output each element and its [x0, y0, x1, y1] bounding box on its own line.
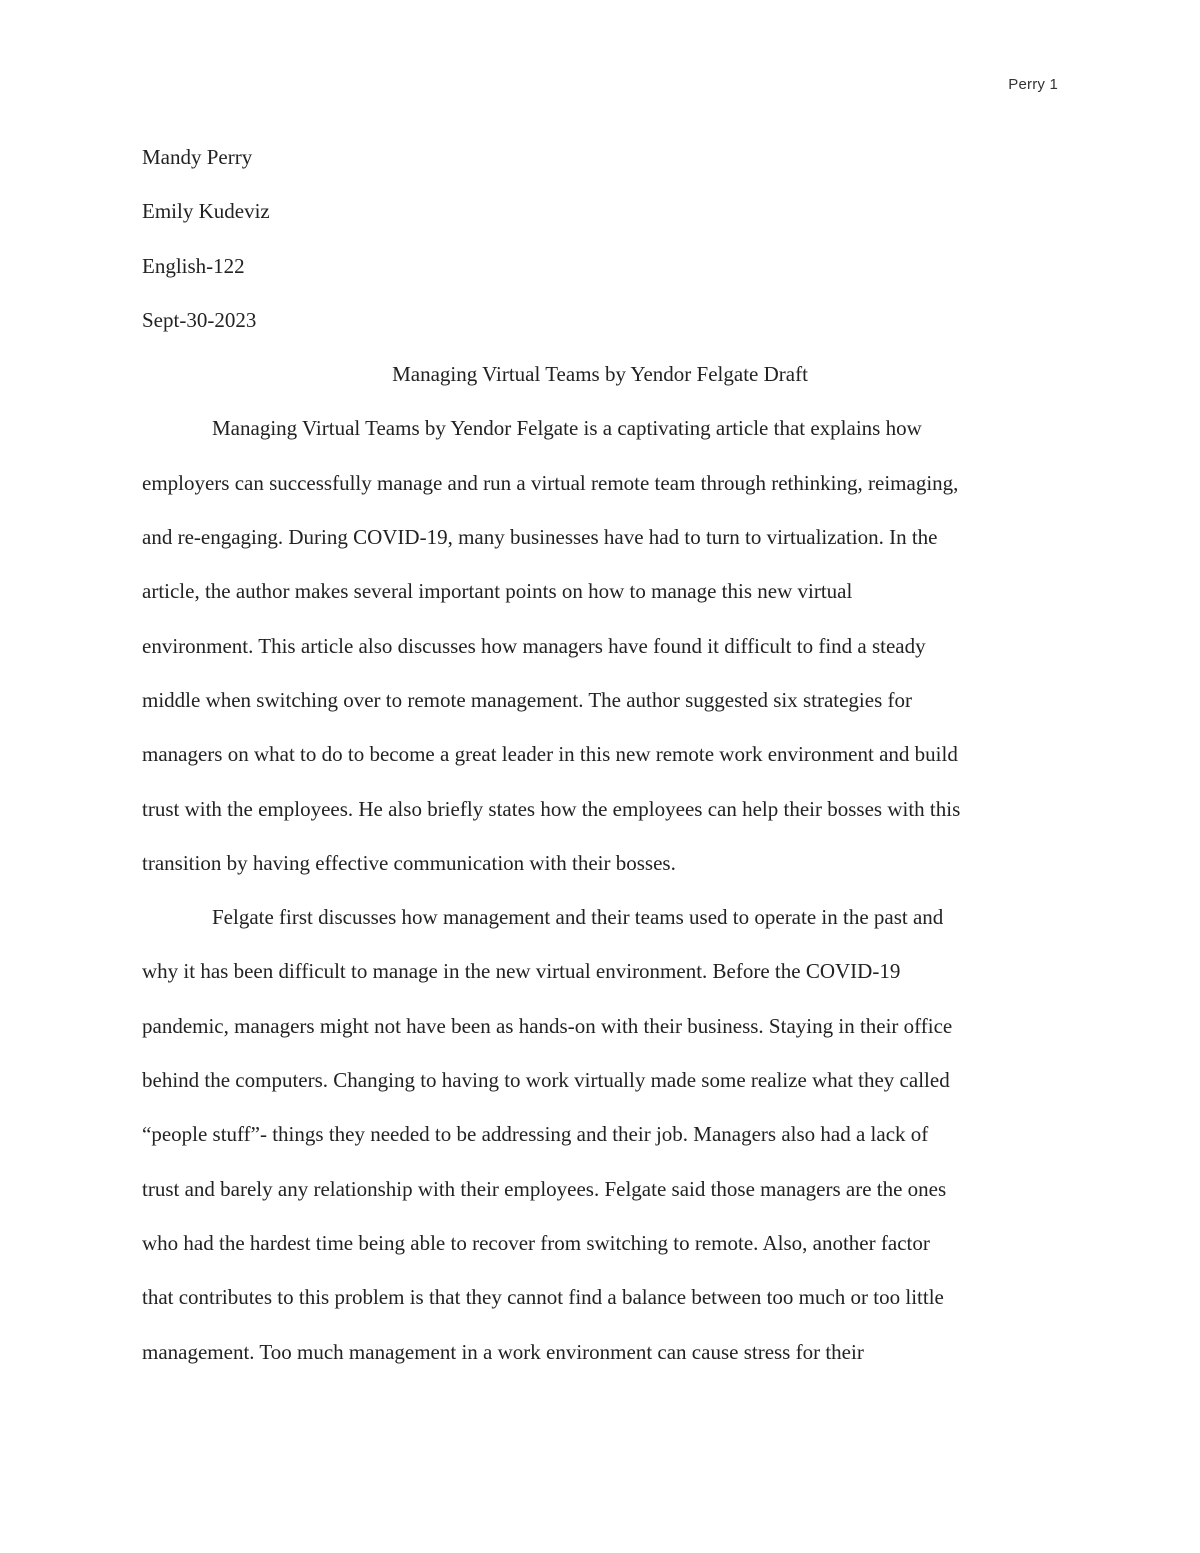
- paragraph-line: why it has been difficult to manage in the new virtual environment. Before the COVID-19: [142, 959, 901, 984]
- paragraph-line: “people stuff”- things they needed to be addressing and their job. Managers also had a lack of: [142, 1122, 929, 1147]
- paragraph-line: and re-engaging. During COVID-19, many businesses have had to turn to virtualization. In the: [142, 525, 938, 550]
- paragraph-line: Managing Virtual Teams by Yendor Felgate is a captivating article that explains how: [212, 416, 922, 441]
- paragraph-line: pandemic, managers might not have been as hands-on with their business. Staying in their office: [142, 1013, 953, 1038]
- paragraph-line: employers can successfully manage and run a virtual remote team through rethinking, reimaging,: [142, 470, 959, 495]
- paragraph-line: management. Too much management in a work environment can cause stress for their: [142, 1339, 864, 1364]
- paragraph-line: Felgate first discusses how management and their teams used to operate in the past and: [212, 905, 944, 930]
- author-name: Mandy Perry: [142, 145, 253, 169]
- paragraph-line: managers on what to do to become a great leader in this new remote work environment and build: [142, 742, 958, 767]
- document-body: [142, 130, 1058, 1379]
- paragraph-line: trust with the employees. He also briefly states how the employees can help their bosses with this: [142, 796, 961, 821]
- running-head: Perry 1: [1008, 76, 1058, 93]
- date: Sept-30-2023: [142, 307, 257, 332]
- paragraph-line: transition by having effective communication with their bosses.: [142, 850, 676, 875]
- paragraph-1: [142, 401, 1058, 890]
- instructor-name: Emily Kudeviz: [142, 199, 270, 224]
- paragraph-line: behind the computers. Changing to having to work virtually made some realize what they called: [142, 1068, 950, 1093]
- course-name: English-122: [142, 253, 245, 278]
- paragraph-line: trust and barely any relationship with their employees. Felgate said those managers are the ones: [142, 1176, 947, 1201]
- paragraph-line: article, the author makes several important points on how to manage this new virtual: [142, 579, 853, 604]
- paragraph-line: that contributes to this problem is that they cannot find a balance between too much or too little: [142, 1285, 944, 1310]
- paragraph-line: middle when switching over to remote management. The author suggested six strategies for: [142, 687, 912, 712]
- paragraph-2: [142, 890, 1058, 1379]
- paragraph-line: who had the hardest time being able to recover from switching to remote. Also, another factor: [142, 1230, 930, 1255]
- document-title: Managing Virtual Teams by Yendor Felgate Draft: [392, 362, 808, 387]
- paragraph-line: environment. This article also discusses how managers have found it difficult to find a steady: [142, 633, 926, 658]
